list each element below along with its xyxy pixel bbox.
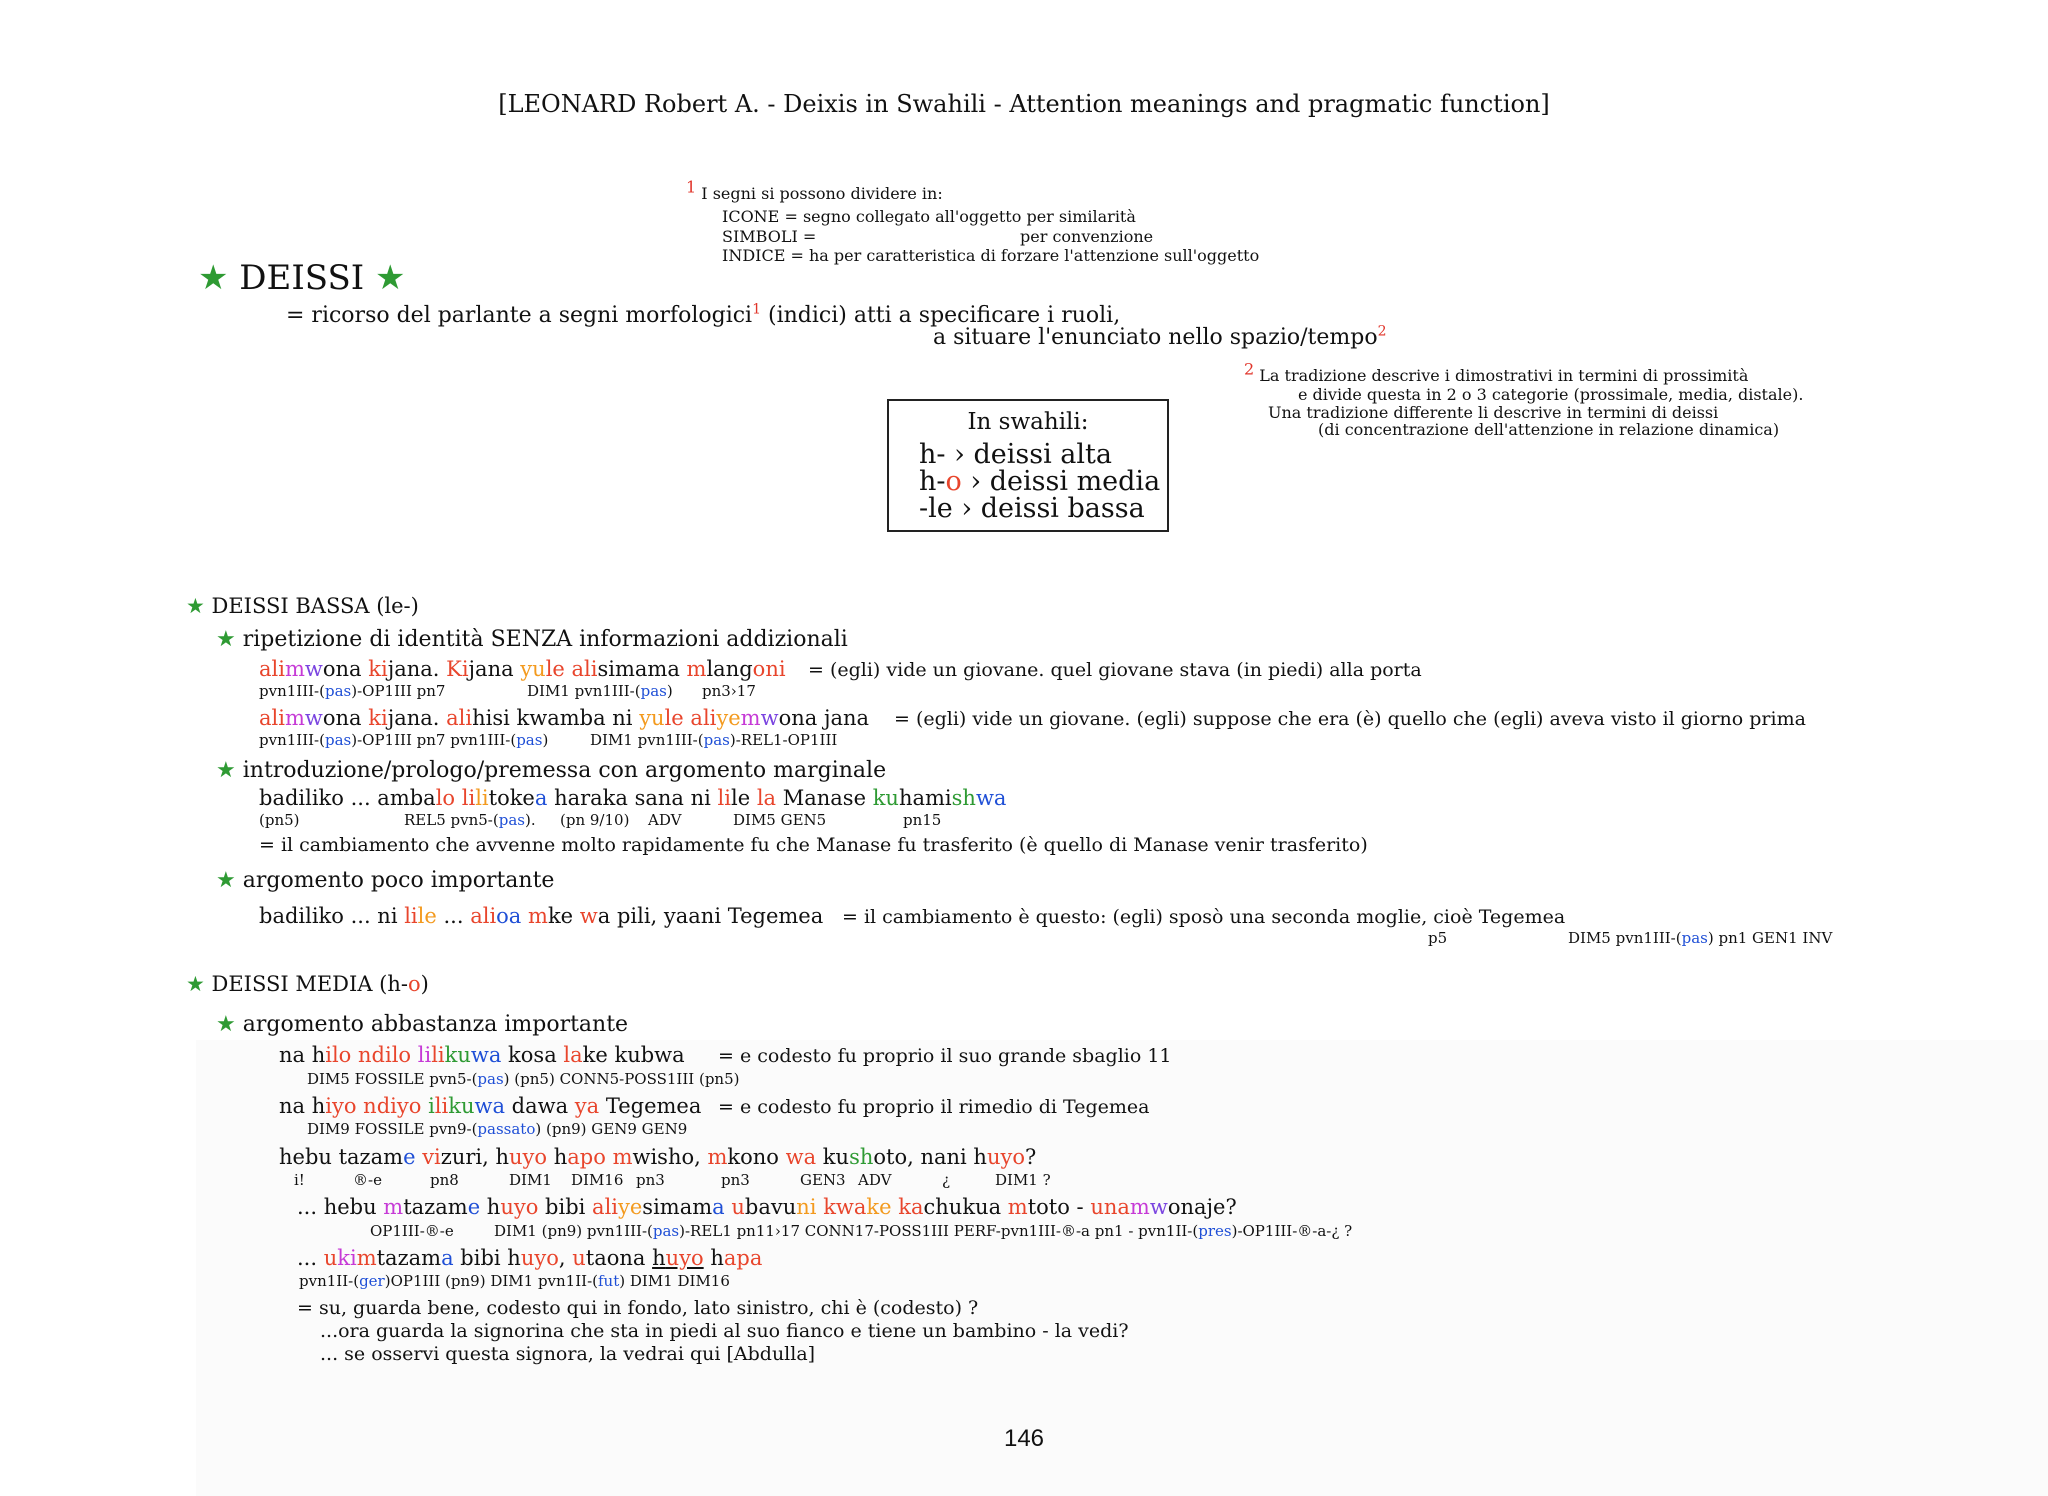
swahili-deixis-box: In swahili: h- › deissi alta h-o › deissi media -le › deissi bassa: [887, 399, 1169, 532]
section-deissi-bassa: ★ DEISSI BASSA (le-): [186, 594, 419, 618]
star-icon: ★: [216, 758, 236, 783]
example-media-1-gloss: DIM5 FOSSILE pvn5-(pas) (pn5) CONN5-POSS1III (pn5): [307, 1070, 740, 1088]
example-media-2: na hiyo ndiyo ilikuwa dawa ya Tegemea: [279, 1094, 702, 1118]
example-bassa-3-gloss: (pn5): [259, 811, 300, 829]
example-media-translation-b: ...ora guarda la signorina che sta in piedi al suo fianco e tiene un bambino - la vedi?: [320, 1320, 1129, 1342]
bullet-ripetizione: ★ ripetizione di identità SENZA informazioni addizionali: [216, 627, 848, 652]
star-icon: ★: [216, 1012, 236, 1037]
example-media-4: ... hebu mtazame huyo bibi aliyesimama ubavuni kwake kachukua mtoto - unamwonaje?: [297, 1195, 1237, 1219]
example-bassa-3-translation: = il cambiamento che avvenne molto rapidamente fu che Manase fu trasferito (è quello di Manase venir trasferito): [259, 834, 1368, 856]
footnote-2-line2: e divide questa in 2 o 3 categorie (prossimale, media, distale).: [1298, 385, 1804, 404]
example-bassa-4-translation: = il cambiamento è questo: (egli) sposò una seconda moglie, cioè Tegemea: [842, 906, 1566, 928]
page-header: [LEONARD Robert A. - Deixis in Swahili - Attention meanings and pragmatic function]: [498, 90, 1550, 118]
example-bassa-1: alimwona kijana. Kijana yule alisimama mlangoni: [259, 657, 786, 681]
example-media-translation-a: = su, guarda bene, codesto qui in fondo, lato sinistro, chi è (codesto) ?: [297, 1297, 979, 1319]
example-media-5-gloss: pvn1II-(ger)OP1III (pn9) DIM1 pvn1II-(fut) DIM1 DIM16: [299, 1272, 730, 1290]
star-icon: ★: [198, 258, 229, 298]
bullet-introduzione: ★ introduzione/prologo/premessa con argomento marginale: [216, 758, 887, 783]
deissi-definition-line2: a situare l'enunciato nello spazio/tempo$^2$: [933, 323, 1387, 350]
example-bassa-1-translation: = (egli) vide un giovane. quel giovane stava (in piedi) alla porta: [808, 659, 1422, 681]
example-media-5: ... ukimtazama bibi huyo, utaona huyo hapa: [297, 1246, 763, 1270]
star-icon: ★: [216, 868, 236, 893]
footnote-1: 1 I segni si possono dividere in:: [686, 177, 943, 203]
star-icon: ★: [216, 627, 236, 652]
document-page: [LEONARD Robert A. - Deixis in Swahili - Attention meanings and pragmatic function] 1 I segni si possono dividere in: ICONE = segno collegato all'oggetto per similarità SIMBOLI = per convenzione INDICE = ha per caratteristica di forzare l'attenzione sull'oggetto ★ DEISSI ★ = ricorso del parlante a segni morfologici$^1$ (indici) atti a specificare i ruoli, a situare l'enunciato nello spazio/tempo$^2$ 2 La tradizione descrive i dimostrativi in termini di prossimità e divide questa in 2 o 3 categorie (prossimale, media, distale). Una tradizione differente li descrive in termini di deissi (di concentrazione dell'attenzione in relazione dinamica) In swahili: h- › deissi alta h-o › deissi media -le › deissi bassa ★ DEISSI BASSA (le-) ★ ripetizione di identità SENZA informazioni addizionali alimwona kijana. Kijana yule alisimama mlangoni = (egli) vide un giovane. quel giovane stava (in piedi) alla porta pvn1III-(pas)-OP1III pn7 DIM1 pvn1III-(pas) pn3›17 alimwona kijana. alihisi kwamba ni yule aliyemwona jana = (egli) vide un giovane. (egli) suppose che era (è) quello che (egli) aveva visto il giorno prima pvn1III-(pas)-OP1III pn7 pvn1III-(pas) DIM1 pvn1III-(pas)-REL1-OP1III ★ introduzione/prologo/premessa con argomento marginale badiliko ... ambalo lilitokea haraka sana ni lile la Manase kuhamishwa (pn5) REL5 pvn5-(pas). (pn 9/10) ADV DIM5 GEN5 pn15 = il cambiamento che avvenne molto rapidamente fu che Manase fu trasferito (è quello di Manase venir trasferito) ★ argomento poco importante badiliko ... ni lile ... alioa mke wa pili, yaani Tegemea = il cambiamento è questo: (egli) sposò una seconda moglie, cioè Tegemea p5 DIM5 pvn1III-(pas) pn1 GEN1 INV ★ DEISSI MEDIA (h-o) ★ argomento abbastanza importante na hilo ndilo lilikuwa kosa lake kubwa = e codesto fu proprio il suo grande sbaglio 11 DIM5 FOSSILE pvn5-(pas) (pn5) CONN5-POSS1III (pn5) na hiyo ndiyo ilikuwa dawa ya Tegemea = e codesto fu proprio il rimedio di Tegemea DIM9 FOSSILE pvn9-(passato) (pn9) GEN9 GEN9 hebu tazame vizuri, huyo hapo mwisho, mkono wa kushoto, nani huyo? i! ®-e pn8 DIM1 DIM16 pn3 pn3 GEN3 ADV ¿ DIM1 ? ... hebu mtazame huyo bibi aliyesimama ubavuni kwake kachukua mtoto - unamwonaje? OP1III-®-e DIM1 (pn9) pvn1III-(pas)-REL1 pn11›17 CONN17-POSS1III PERF-pvn1III-®-a pn1 - pvn1II-(pres)-OP1III-®-a-¿ ? ... ukimtazama bibi huyo, utaona huyo hapa pvn1II-(ger)OP1III (pn9) DIM1 pvn1II-(fut) DIM1 DIM16 = su, guarda bene, codesto qui in fondo, lato sinistro, chi è (codesto) ? ...ora guarda la signorina che sta in piedi al suo fianco e tiene un bambino - la vedi? ... se osservi questa signora, la vedrai qui [Abdulla] 146: [0, 0, 2048, 1496]
footnote-2-line1: 2 La tradizione descrive i dimostrativi in termini di prossimità: [1244, 359, 1749, 385]
example-bassa-2: alimwona kijana. alihisi kwamba ni yule aliyemwona jana: [259, 706, 870, 730]
bullet-argomento-poco: ★ argomento poco importante: [216, 868, 555, 893]
example-bassa-4-gloss-a: p5: [1428, 929, 1448, 947]
example-media-2-gloss: DIM9 FOSSILE pvn9-(passato) (pn9) GEN9 GEN9: [307, 1120, 688, 1138]
example-bassa-4-gloss-b: DIM5 pvn1III-(pas) pn1 GEN1 INV: [1568, 929, 1833, 947]
page-number: 146: [1003, 1425, 1045, 1452]
example-media-3: hebu tazame vizuri, huyo hapo mwisho, mkono wa kushoto, nani huyo?: [279, 1145, 1037, 1169]
star-icon: ★: [186, 972, 205, 996]
footnote-1-icone: ICONE = segno collegato all'oggetto per similarità: [722, 207, 1136, 226]
example-bassa-2-gloss: pvn1III-(pas)-OP1III pn7 pvn1III-(pas): [259, 731, 549, 749]
example-media-3-gloss: i!: [294, 1171, 305, 1189]
footnote-1-indice: INDICE = ha per caratteristica di forzare l'attenzione sull'oggetto: [722, 246, 1260, 265]
example-bassa-2-translation: = (egli) vide un giovane. (egli) suppose che era (è) quello che (egli) aveva visto il giorno prima: [894, 708, 1806, 730]
example-media-4-gloss: OP1III-®-e: [370, 1222, 454, 1240]
footnote-1-simboli: SIMBOLI =: [722, 227, 817, 246]
star-icon: ★: [186, 594, 205, 618]
example-bassa-3: badiliko ... ambalo lilitokea haraka sana ni lile la Manase kuhamishwa: [259, 786, 1007, 810]
footnote-2-line4: (di concentrazione dell'attenzione in relazione dinamica): [1318, 420, 1780, 439]
footnote-2-line3: Una tradizione differente li descrive in termini di deissi: [1268, 403, 1719, 422]
example-media-1: na hilo ndilo lilikuwa kosa lake kubwa: [279, 1043, 685, 1067]
example-media-2-translation: = e codesto fu proprio il rimedio di Tegemea: [718, 1096, 1150, 1118]
example-bassa-4: badiliko ... ni lile ... alioa mke wa pili, yaani Tegemea: [259, 904, 824, 928]
bullet-argomento-abbastanza: ★ argomento abbastanza importante: [216, 1012, 629, 1037]
star-icon: ★: [375, 258, 406, 298]
deissi-title: ★ DEISSI ★: [198, 258, 406, 298]
example-media-1-translation: = e codesto fu proprio il suo grande sbaglio 11: [718, 1045, 1172, 1067]
example-bassa-1-gloss: pvn1III-(pas)-OP1III pn7: [259, 682, 446, 700]
footnote-1-simboli-right: per convenzione: [1020, 227, 1154, 246]
section-deissi-media: ★ DEISSI MEDIA (h-o): [186, 972, 429, 996]
example-media-translation-c: ... se osservi questa signora, la vedrai qui [Abdulla]: [320, 1343, 816, 1365]
deissi-definition-line1: = ricorso del parlante a segni morfologici$^1$ (indici) atti a specificare i ruoli,: [286, 301, 1121, 328]
